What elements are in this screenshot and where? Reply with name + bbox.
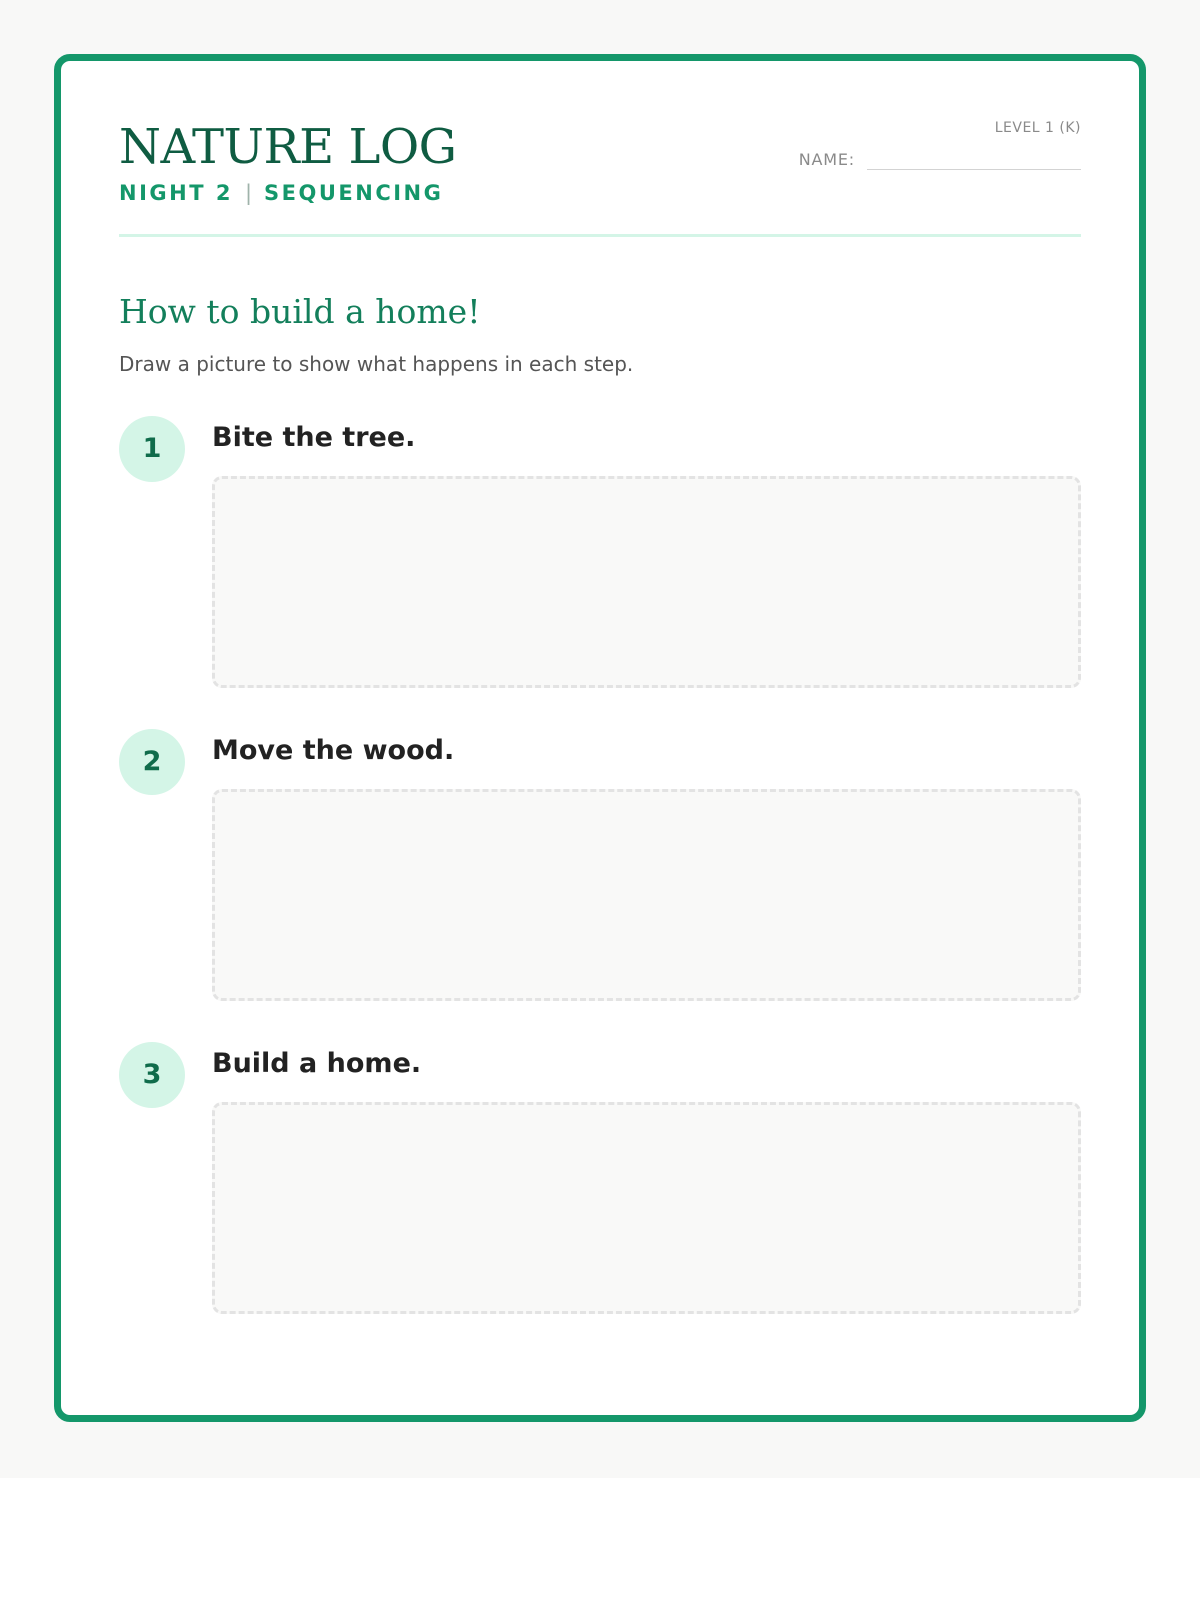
drawing-box[interactable]: [212, 789, 1081, 1001]
topic-label: SEQUENCING: [264, 181, 444, 205]
step-2: [119, 729, 1081, 1001]
subtitle-separator: |: [244, 181, 253, 205]
step-text: Bite the tree.: [212, 422, 416, 453]
step-number-badge: 3: [119, 1042, 185, 1108]
header-divider: [119, 234, 1081, 237]
step-number-badge: 1: [119, 416, 185, 482]
worksheet-title: NATURE LOG: [119, 119, 457, 175]
name-field-row: [799, 149, 1081, 170]
step-text: Build a home.: [212, 1048, 422, 1079]
name-input-line[interactable]: [867, 149, 1081, 170]
step-number-badge: 2: [119, 729, 185, 795]
activity-instructions: Draw a picture to show what happens in each step.: [119, 352, 634, 376]
name-label: NAME:: [798, 150, 855, 169]
worksheet-subtitle: [119, 180, 443, 206]
step-text: Move the wood.: [212, 735, 455, 766]
level-label: LEVEL 1 (K): [994, 120, 1081, 136]
activity-heading: How to build a home!: [119, 292, 481, 331]
step-3: [119, 1042, 1081, 1314]
step-1: [119, 416, 1081, 688]
drawing-box[interactable]: [212, 476, 1081, 688]
worksheet-card: [54, 54, 1146, 1422]
drawing-box[interactable]: [212, 1102, 1081, 1314]
night-label: NIGHT 2: [119, 181, 233, 205]
